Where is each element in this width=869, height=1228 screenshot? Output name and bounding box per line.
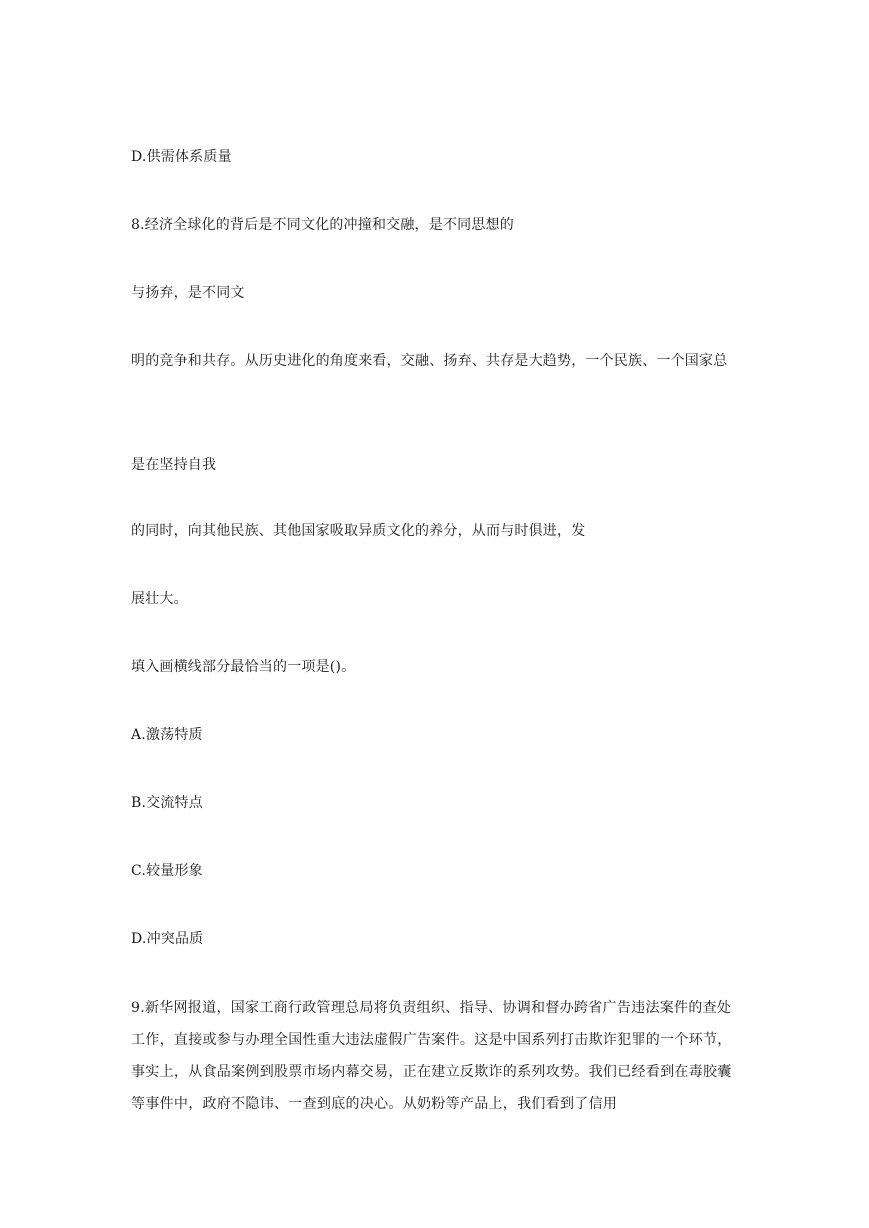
question-8-stem-line-5: 的同时，向其他民族、其他国家吸取异质文化的养分，从而与时俱进，发 <box>131 523 586 539</box>
question-8-prompt: 填入画横线部分最恰当的一项是()。 <box>131 659 356 675</box>
question-9-paragraph: 9.新华网报道，国家工商行政管理总局将负责组织、指导、协调和督办跨省广告违法案件的查处工作，直接或参与办理全国性重大违法虚假广告案件。这是中国系列打击欺诈犯罪的一个环节，事实上，从食品案例到股票市场内幕交易，正在建立反欺诈的系列攻势。我们已经看到在毒胶囊等事件中，政府不隐讳、一查到底的决心。从奶粉等产品上，我们看到了信用 <box>131 1000 732 1112</box>
prev-question-option-d: D.供需体系质量 <box>131 149 232 165</box>
question-8-option-b: B.交流特点 <box>131 795 203 811</box>
question-8-stem-line-4: 是在坚持自我 <box>131 457 217 473</box>
question-8-stem-line-2: 与扬弃，是不同文 <box>131 285 245 301</box>
question-8-option-d: D.冲突品质 <box>131 931 204 947</box>
question-8-stem-line-6: 展壮大。 <box>131 591 188 607</box>
question-8-stem-line-3: 明的竞争和共存。从历史进化的角度来看，交融、扬弃、共存是大趋势，一个民族、一个国家总 <box>131 353 728 369</box>
question-8-option-c: C.较量形象 <box>131 863 203 879</box>
question-8-option-a: A.激荡特质 <box>131 727 203 743</box>
question-8-stem-line-1: 8.经济全球化的背后是不同文化的冲撞和交融，是不同思想的 <box>131 217 514 233</box>
